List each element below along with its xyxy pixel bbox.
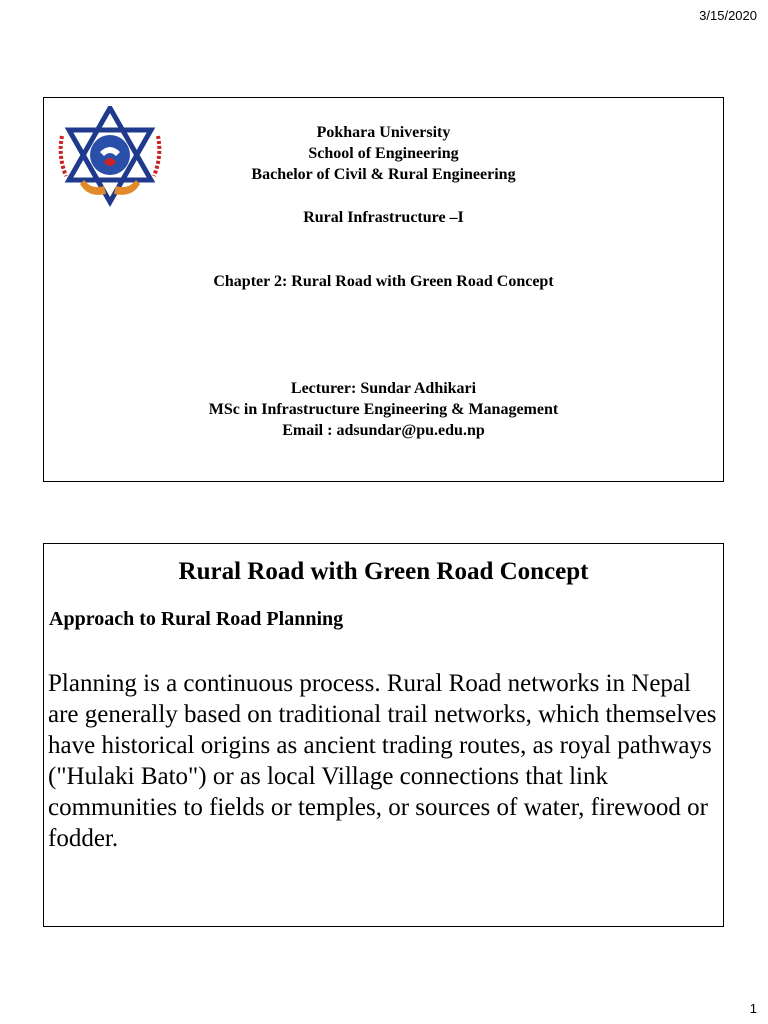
lecturer-email: Email : adsundar@pu.edu.np	[282, 422, 485, 439]
lecturer-degree: MSc in Infrastructure Engineering & Management	[208, 401, 559, 418]
school-name: School of Engineering	[308, 145, 459, 162]
program-name: Bachelor of Civil & Rural Engineering	[251, 166, 516, 183]
page-number: 1	[749, 1001, 757, 1016]
title-slide	[43, 97, 724, 482]
course-title: Rural Infrastructure –I	[303, 209, 464, 226]
chapter-title: Chapter 2: Rural Road with Green Road Concept	[213, 273, 554, 290]
university-name: Pokhara University	[316, 124, 451, 141]
lecturer-block	[44, 378, 723, 441]
slide-title: Rural Road with Green Road Concept	[178, 558, 589, 585]
institution-block	[44, 122, 723, 185]
slide-body-text: Planning is a continuous process. Rural Road networks in Nepal are generally based on traditional trail networks, which themselves have historical origins as ancient trading routes, as royal pathways ("Hulaki Bato") or as local Village connections that link communities to fields or temples, or sources of water, firewood or fodder.	[48, 670, 717, 852]
slide-subtitle: Approach to Rural Road Planning	[49, 608, 344, 630]
print-date: 3/15/2020	[699, 8, 757, 23]
content-slide	[43, 543, 724, 927]
lecturer-name: Lecturer: Sundar Adhikari	[290, 380, 477, 397]
